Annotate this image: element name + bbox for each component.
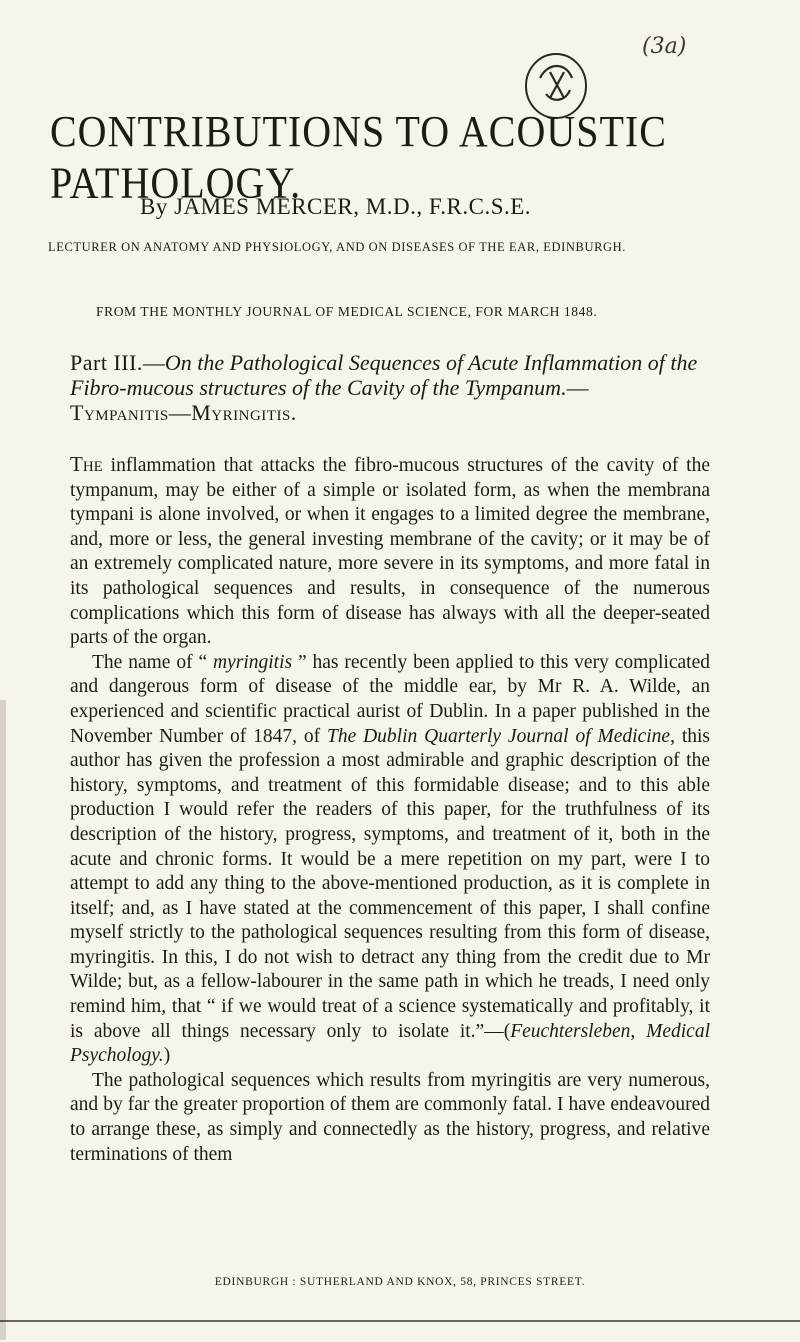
part-subtitle: Tympanitis—Myringitis. [70,400,297,425]
paragraph-2-text-b: ” has recently been applied to this very complicated and dangerous form of disease of the middle ear, by Mr R. A. Wilde, an experienced and scientific practical aurist of Dublin. In a paper published in the November Number of 1847, of [70,651,710,747]
term-myringitis: myringitis [213,651,293,673]
paragraph-2 [70,651,710,1069]
page-edge-shadow [0,700,6,1340]
article-body [70,452,710,1167]
paragraph-1 [70,452,710,651]
part-dash-2: — [566,375,589,400]
part-number: Part III. [70,350,143,375]
part-title: On the Pathological Sequences of Acute Inflammation of the Fibro-mucous structures of the Cavity of the Tympanum. [70,350,698,400]
paragraph-3: The pathological sequences which results from myringitis are very numerous, and by far the greater proportion of them are commonly fatal. I have endeavoured to arrange these, as simply and connectedly as the history, progress, and relative terminations of them [70,1069,710,1165]
part-dash: — [142,350,165,375]
paragraph-2-text-c: , this author has given the profession a most admirable and graphic description of the history, symptoms, and treatment of this formidable disease; and to this able production I would refer the readers of this paper, for the truthfulness of its description of the history, progress, symptoms, and treatment of it, both in the acute and chronic forms. It would be a mere repetition on my part, were I to attempt to add any thing to the above-mentioned production, as it is complete in itself; and, as I have stated at the commencement of this paper, I shall confine myself strictly to the pathological sequences resulting from this form of disease, myringitis. In this, I do not wish to detract any thing from the credit due to Mr Wilde; but, as a fellow-labourer in the same path in which he treads, I need only remind him, that “ if we would treat of a science systematically and profitably, it is above all things necessary only to isolate it.”—( [70,725,710,1042]
journal-title: The Dublin Quarterly Journal of Medicine [326,725,671,747]
author-affiliation: LECTURER ON ANATOMY AND PHYSIOLOGY, AND ON DISEASES OF THE EAR, EDINBURGH. [48,240,626,254]
publication-source: FROM THE MONTHLY JOURNAL OF MEDICAL SCIENCE, FOR MARCH 1848. [96,304,598,319]
author-byline: By JAMES MERCER, M.D., F.R.C.S.E. [140,194,532,219]
paragraph-1-text: inflammation that attacks the fibro-mucous structures of the cavity of the tympanum, may be either of a simple or isolated form, as when the membrana tympani is alone involved, or when it engages to a limited degree the membrane, and, more or less, the general investing membrane of the cavity; or it may be of an extremely complicated nature, more severe in its symptoms, and more fatal in its pathological sequences and results, in consequence of the numerous complications which this form of disease has always with all the deeper-seated parts of the organ. [70,455,710,649]
paragraph-1-first-word: The [70,452,103,476]
document-title: CONTRIBUTIONS TO ACOUSTIC PATHOLOGY. [50,106,667,208]
paragraph-2-text-a: The name of “ [92,651,213,673]
bottom-edge [0,1320,800,1322]
citation: Feuchtersleben, Medical Psychology. [70,1020,710,1067]
section-heading [70,350,710,425]
handwritten-catalog-note: (3a) [642,34,687,59]
paragraph-2-text-d: ) [163,1045,171,1067]
printer-imprint: EDINBURGH : SUTHERLAND AND KNOX, 58, PRINCES STREET. [214,1276,586,1288]
